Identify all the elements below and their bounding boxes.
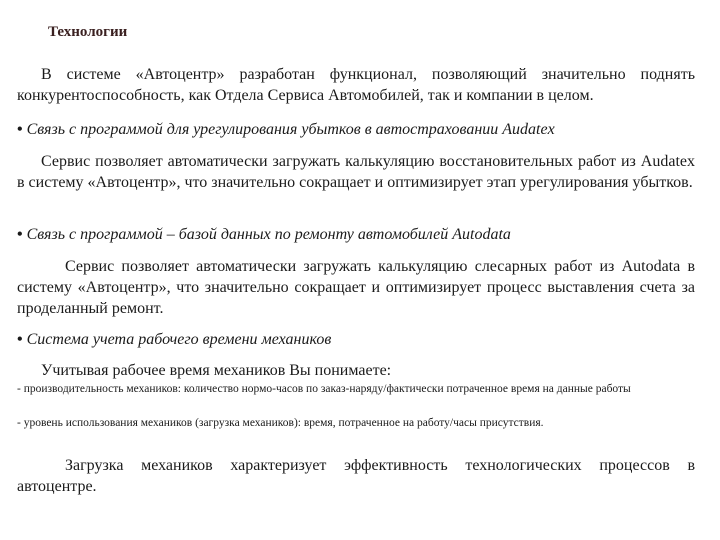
conclusion-paragraph: Загрузка механиков характеризует эффективность технологических процессов в автоцентре. xyxy=(17,457,695,495)
note-productivity: - производительность механиков: количество нормо-часов по заказ-наряду/фактически потраченное время на данные работы xyxy=(17,383,631,395)
section-body-worktime: Учитывая рабочее время механиков Вы понимаете: xyxy=(41,362,392,379)
intro-paragraph: В системе «Автоцентр» разработан функционал, позволяющий значительно поднять конкурентоспособность, как Отдела Сервиса Автомобилей, так и компании в целом. xyxy=(17,66,695,104)
section-heading-autodata xyxy=(17,225,707,245)
section-body-autodata: Сервис позволяет автоматически загружать калькуляцию слесарных работ из Autodata в систему «Автоцентр», что значительно сокращает и оптимизирует процесс выставления счета за проделанный ремонт. xyxy=(17,258,695,317)
note-utilization: - уровень использования механиков (загрузка механиков): время, потраченное на работу/часы присутствия. xyxy=(17,417,544,429)
bullet-icon: • xyxy=(17,121,23,138)
page-title: Технологии xyxy=(48,24,128,40)
section-heading-text: Система учета рабочего времени механиков xyxy=(26,331,332,348)
section-heading-worktime xyxy=(17,330,707,350)
section-heading-text: Связь с программой для урегулирования убытков в автостраховании Audatex xyxy=(26,121,555,138)
section-heading-audatex xyxy=(17,120,707,140)
bullet-icon: • xyxy=(17,226,23,243)
section-heading-text: Связь с программой – базой данных по ремонту автомобилей Autodata xyxy=(26,226,511,243)
section-body-audatex: Сервис позволяет автоматически загружать калькуляцию восстановительных работ из Audatex в систему «Автоцентр», что значительно сокращает и оптимизирует этап урегулирования убытков. xyxy=(17,153,695,191)
bullet-icon: • xyxy=(17,331,23,348)
